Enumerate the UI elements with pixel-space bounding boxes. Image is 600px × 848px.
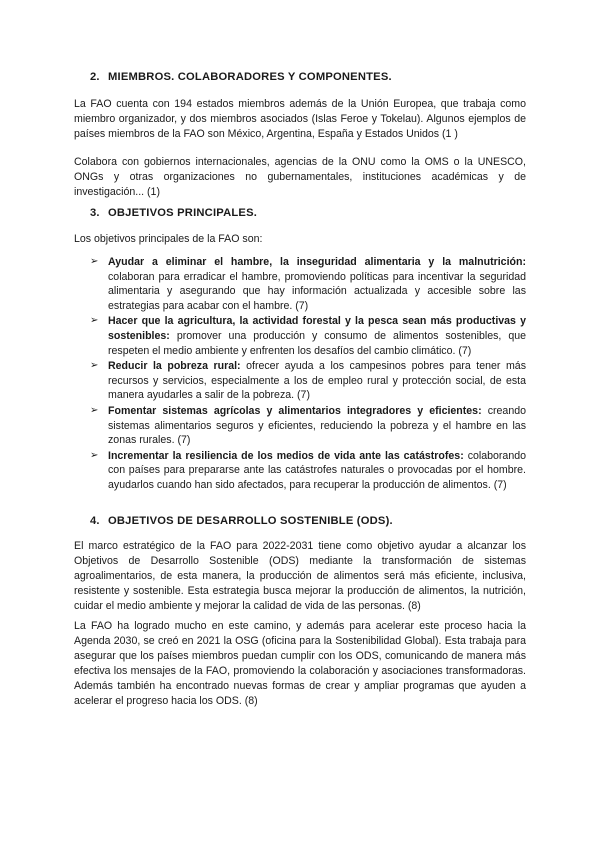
section-3-number: 3. [90,207,100,219]
objective-1-text: colaboran para erradicar el hambre, promoviendo políticas para incentivar la seguridad alimentaria y asegurando que hay información actualizada y accesible sobre las estrategias para acabar con el hambre. (7) [108,270,526,312]
arrow-bullet-icon: ➢ [90,315,99,327]
arrow-bullet-icon: ➢ [90,404,99,416]
section-4-paragraph-1: El marco estratégico de la FAO para 2022-2031 tiene como objetivo ayudar a alcanzar los Objetivos de Desarrollo Sostenible (ODS) mediante la transformación de sistemas agroalimentarios, de esta manera, la producción de alimentos será más eficiente, inclusiva, resistente y sostenible. Esta estrategia busca mejorar la producción de alimentos, la nutrición, cuidar el medio ambiente y mejorar la calidad de vida de las personas. (8) [74,540,526,612]
section-2-paragraph-1: La FAO cuenta con 194 estados miembros además de la Unión Europea, que trabaja como miembro organizador, y dos miembros asociados (Islas Feroe y Tokelau). Algunos ejemplos de países miembros de la FAO son México, Argentina, España y Estados Unidos (1 ) [74,98,526,140]
arrow-bullet-icon: ➢ [90,360,99,372]
objective-4-text: creando sistemas alimentarios seguros y eficientes, reduciendo la pobreza y el hambre en las zonas rurales. (7) [108,404,526,447]
objective-item-4 [90,404,526,448]
objective-3-title: Reducir la pobreza rural: [108,360,241,373]
objective-2-title: Hacer que la agricultura, la actividad forestal y la pesca sean más productivas y sostenibles: [108,315,526,342]
objective-item-3 [90,359,526,403]
section-2-heading [90,71,392,83]
objective-3-text: ofrecer ayuda a los campesinos pobres para tener más recursos y servicios, especialmente a los de empleo rural y protección social, de esta manera ayudarles a salir de la pobreza. (7) [108,360,526,402]
section-4-title: OBJETIVOS DE DESARROLLO SOSTENIBLE (ODS). [108,515,393,527]
section-2-paragraph-2: Colabora con gobiernos internacionales, agencias de la ONU como la OMS o la UNESCO, ONGs y otras organizaciones no gubernamentales, instituciones académicas y de investigación... (1) [74,156,526,198]
objective-2-text: promover una producción y consumo de alimentos sostenibles, que respeten el medio ambiente y enfrenten los desafíos del cambio climático. (7) [108,329,526,357]
objective-4-title: Fomentar sistemas agrícolas y alimentarios integradores y eficientes: [108,404,482,417]
objectives-list [90,255,526,494]
arrow-bullet-icon: ➢ [90,449,99,461]
objective-item-2 [90,314,526,358]
section-3-intro: Los objetivos principales de la FAO son: [74,233,263,245]
section-3-title: OBJETIVOS PRINCIPALES. [108,207,258,219]
objective-5-text: colaborando con países para prepararse ante las catástrofes naturales o provocadas por el hombre. ayudarlos cuando han sido afectados, para recuperar la producción de alimentos. (7) [108,449,526,491]
arrow-bullet-icon: ➢ [90,256,99,267]
section-3-heading [90,207,257,219]
section-4-paragraph-2: La FAO ha logrado mucho en este camino, y además para acelerar este proceso hacia la Agenda 2030, se creó en 2021 la OSG (oficina para la Sostenibilidad Global). Esta trabaja para asegurar que los países miembros puedan cumplir con los ODS, comunicando de manera más efectiva los mensajes de la FAO, promoviendo la colaboración y asociaciones transformadoras. Además también ha encontrado nuevas formas de crear y ampliar programas que ayuden a acelerar el progreso hacia los ODS. (8) [74,620,526,707]
objective-1-title: Ayudar a eliminar el hambre, la inseguridad alimentaria y la malnutrición: [108,256,526,268]
section-2-number: 2. [90,71,100,83]
section-4-heading [90,515,393,527]
section-2-title: MIEMBROS. COLABORADORES Y COMPONENTES. [108,71,392,83]
objective-item-1 [90,255,526,313]
objective-item-5 [90,449,526,493]
section-4-number: 4. [90,515,100,527]
objective-5-title: Incrementar la resiliencia de los medios de vida ante las catástrofes: [108,449,464,462]
